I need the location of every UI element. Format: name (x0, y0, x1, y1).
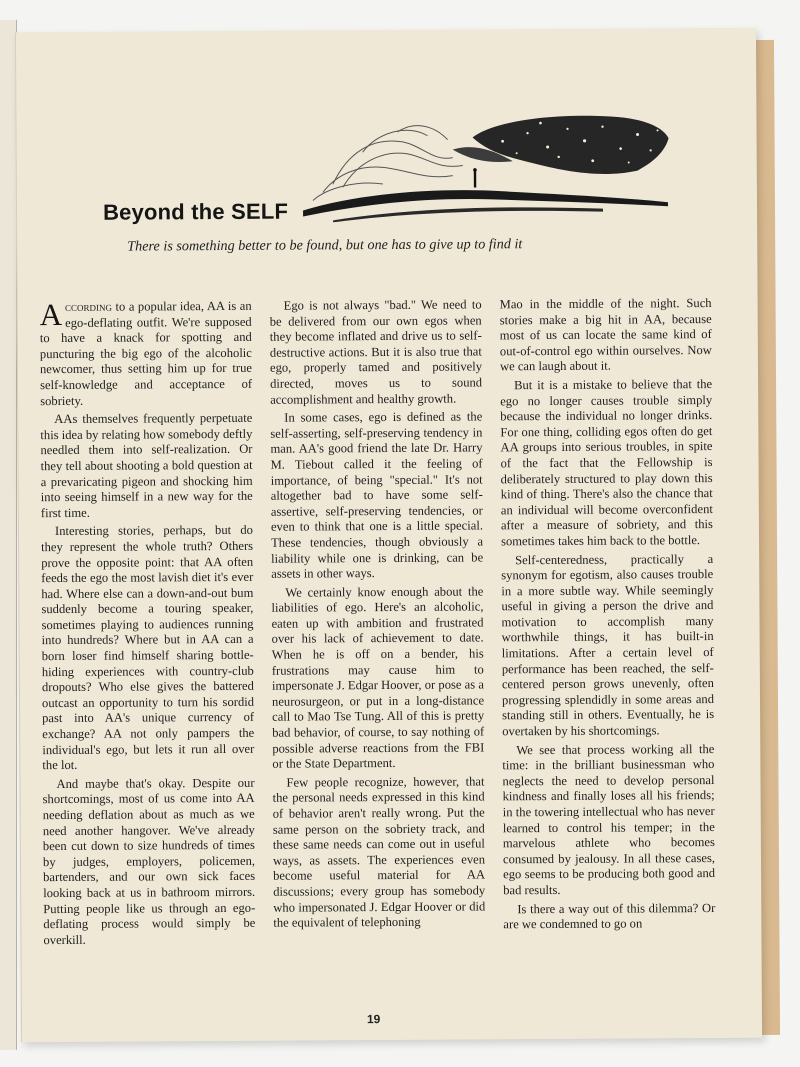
paragraph: Ego is not always "bad." We need to be delivered from our own egos when they become inflated and drive us to self-destructive actions. But it is also true that ego, properly tamed and positively directed, moves us to sound accomplishment and healthy growth. (269, 297, 483, 407)
magazine-page (15, 28, 762, 1043)
lead-in: ccording (64, 299, 113, 314)
standing-figure (473, 168, 477, 187)
article-column-1 (39, 296, 256, 952)
article-subtitle: There is something better to be found, but one has to give up to find it (127, 236, 523, 255)
left-facing-page (0, 20, 17, 1050)
night-sky-landscape-illustration (302, 90, 673, 222)
paragraph: Mao in the middle of the night. Such stories make a big hit in AA, because most of us can locate the same kind of out-of-control ego within ourselves. Now we can laugh about it. (499, 296, 712, 374)
paragraph: Self-centeredness, practically a synonym for egotism, also causes trouble in a more subtle way. While seemingly useful in giving a person the drive and motivation to accomplish many worthwhile things, it has built-in limitations. After a certain level of performance has been reached, the self-centered person grows unevenly, often progressing splendidly in some areas and standing still in others. Eventually, he is overtaken by his shortcomings. (501, 551, 715, 739)
paragraph-text: to a popular idea, AA is an ego-deflating outfit. We're supposed to have a knack for spotting and puncturing the big ego of the alcoholic newcomer, thus setting him up for true self-knowledge and acceptance of sobriety. (39, 298, 253, 408)
paragraph: But it is a mistake to believe that the ego no longer causes trouble simply because the individual no longer drinks. For one thing, colliding egos often do get AA groups into serious troubles, in spite of the fact that the Fellowship is deliberately structured to play down this kind of thing. There's also the chance that an individual will become overconfident after a measure of sobriety, and this sometimes takes him back to the bottle. (500, 376, 713, 549)
paragraph (39, 296, 253, 409)
paragraph: We certainly know enough about the liabilities of ego. Here's an alcoholic, eaten up with ambition and frustrated over his lack of achievement to date. When he is off on a bender, his frustrations may cause him to impersonate J. Edgar Hoover, or pose as a neurosurgeon, or put in a long-distance call to Mao Tse Tung. All of this is pretty bad behavior, of course, to say nothing of possible adverse reactions from the FBI or the State Department. (271, 584, 485, 771)
drop-cap: A (39, 296, 63, 333)
article-title: Beyond the SELF (102, 198, 289, 225)
page-number: 19 (366, 1012, 381, 1027)
ground-hills (303, 189, 668, 223)
paragraph: Is there a way out of this dilemma? Or are we condemned to go on (503, 900, 716, 932)
paragraph: We see that process working all the time: in the brilliant businessman who neglects the need to develop personal kindness and finally loses all his friends; in the towering intellectual who has never learned to control his temper; in the marvelous athlete who becomes consumed by jealousy. In all these cases, ego seems to be producing both good and bad results. (502, 741, 716, 898)
article-column-2 (270, 297, 486, 934)
article-column-3 (500, 296, 716, 936)
cloud-swirls (313, 125, 463, 200)
paragraph: In some cases, ego is defined as the self-asserting, self-preserving tendency in man. AA's good friend the late Dr. Harry M. Tiebout called it the feeling of importance, of being "special." It's not altogether bad to have some self-assertive, self-preserving tendencies, or even to think that one is a little special. These tendencies, though obviously a liability while one is drinking, can be assets in other ways. (270, 409, 484, 581)
paragraph: And maybe that's okay. Despite our shortcomings, most of us come into AA needing deflation about as much as we need another hangover. We've already been cut down to size hundreds of times by judges, employers, policemen, bartenders, and our own sick faces looking back at us in bathroom mirrors. Putting people like us through an ego-deflating process would simply be overkill. (42, 775, 256, 947)
paragraph: Interesting stories, perhaps, but do they represent the whole truth? Others prove the opposite point: that AA often feeds the ego the most lavish diet it's ever had. Where else can a down-and-out bum suddenly become a touring speaker, sometimes playing to audiences running into hundreds? Where but in AA can a born loser find himself sharing bottle-hiding experiences with country-club dropouts? Who else gives the battered outcast an opportunity to turn his sordid past into AA's unique currency of exchange? AA not only pampers the individual's ego, but lets it run all over the lot. (41, 523, 255, 773)
paragraph: Few people recognize, however, that the personal needs expressed in this kind of behavior aren't really wrong. Put the same person on the sobriety track, and these same needs can come out in useful ways, as assets. The experiences even become useful material for AA discussions; every group has somebody who impersonated J. Edgar Hoover or did the equivalent of telephoning (272, 774, 486, 930)
night-sky-shape (452, 115, 668, 175)
paragraph: AAs themselves frequently perpetuate this idea by relating how somebody deftly needled them into self-realization. Or they tell about shooting a bold question at a prevaricating pigeon and shocking him into seeing himself in a new way for the first time. (40, 410, 253, 520)
